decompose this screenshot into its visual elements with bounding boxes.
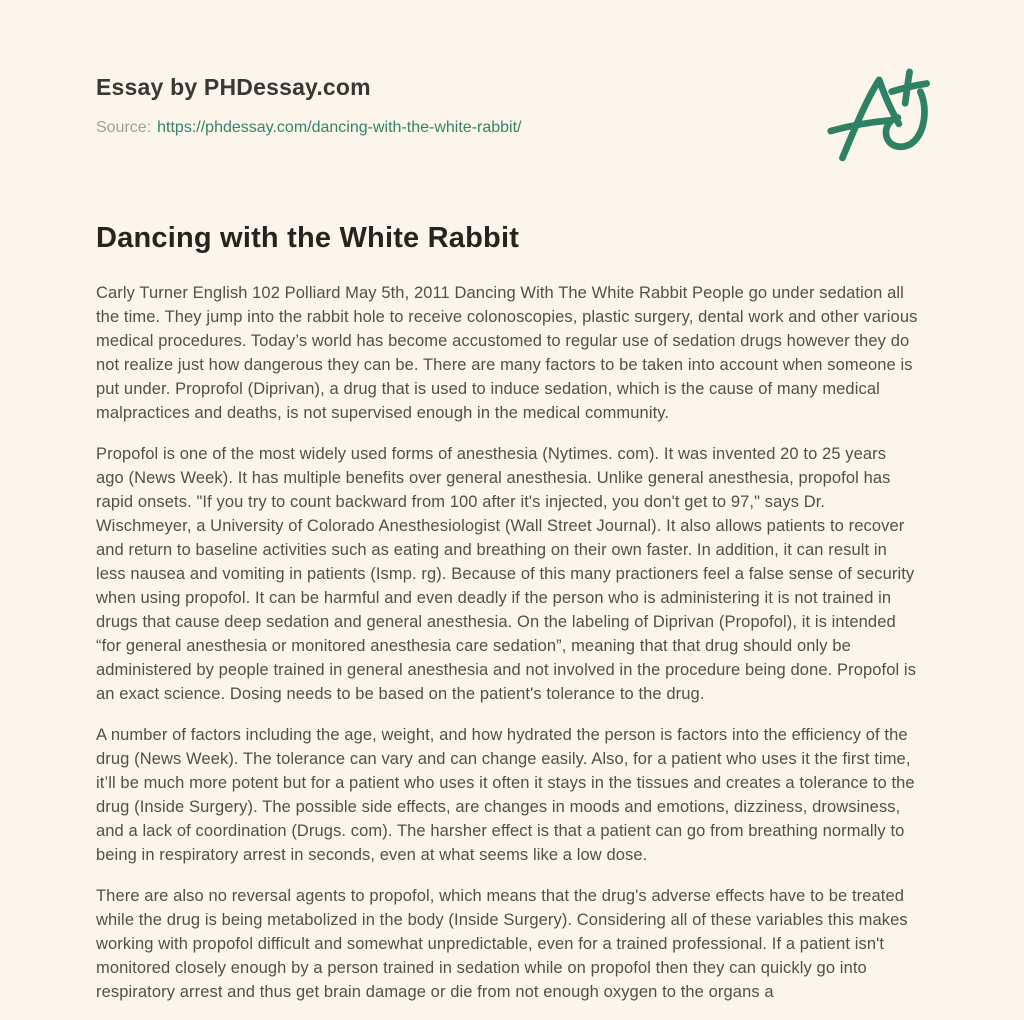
essay-title: Dancing with the White Rabbit [96,222,520,254]
source-label: Source: [96,119,152,136]
source-line [96,117,928,139]
essay-paragraph: Propofol is one of the most widely used forms of anesthesia (Nytimes. com). It was invented 20 to 25 years ago (News Week). It has multiple benefits over general anesthesia. Unlike general anesthesia, propofol has rapid onsets. "If you try to count backward from 100 after it's injected, you don't get to 97," says Dr. Wischmeyer, a University of Colorado Anesthesiologist (Wall Street Journal). It also allows patients to recover and return to baseline activities such as eating and breathing on their own faster. In addition, it can result in less nausea and vomiting in patients (Ismp. rg). Because of this many practioners feel a false sense of security when using propofol. It can be harmful and even deadly if the person who is administering it is not trained in drugs that cause deep sedation and general anesthesia. On the labeling of Diprivan (Propofol), it is intended “for general anesthesia or monitored anesthesia care sedation”, meaning that that drug should only be administered by people trained in general anesthesia and not involved in the procedure being done. Propofol is an exact science. Dosing needs to be based on the patient's tolerance to the drug. [96,445,917,703]
essay-article [96,139,928,1004]
essay-paragraph: Carly Turner English 102 Polliard May 5th, 2011 Dancing With The White Rabbit People go under sedation all the time. They jump into the rabbit hole to receive colonoscopies, plastic surgery, dental work and other various medical procedures. Today’s world has become accustomed to regular use of sedation drugs however they do not realize just how dangerous they can be. There are many factors to be taken into account when someone is put under. Proprofol (Diprivan), a drug that is used to induce sedation, which is the cause of many medical malpractices and deaths, is not supervised enough in the medical community. [96,284,918,422]
site-title: Essay by PHDessay.com [96,74,371,100]
essay-body [96,281,918,1004]
essay-paragraph: A number of factors including the age, weight, and how hydrated the person is factors into the efficiency of the drug (News Week). The tolerance can vary and can change easily. Also, for a patient who uses it the first time, it’ll be much more potent but for a patient who uses it often it stays in the tissues and creates a tolerance to the drug (Inside Surgery). The possible side effects, are changes in moods and emotions, dizziness, drowsiness, and a lack of coordination (Drugs. com). The harsher effect is that a patient can go from breathing normally to being in respiratory arrest in seconds, even at what seems like a low dose. [96,726,915,864]
source-link[interactable]: https://phdessay.com/dancing-with-the-white-rabbit/ [157,119,522,136]
essay-paragraph: There are also no reversal agents to propofol, which means that the drug's adverse effects have to be treated while the drug is being metabolized in the body (Inside Surgery). Considering all of these variables this makes working with propofol difficult and somewhat unpredictable, even for a trained professional. If a patient isn't monitored closely enough by a person trained in sedation while on propofol then they can quickly go into respiratory arrest and thus get brain damage or die from not enough oxygen to the organs a [96,887,908,1001]
phdessay-a-plus-logo-icon [820,62,932,166]
